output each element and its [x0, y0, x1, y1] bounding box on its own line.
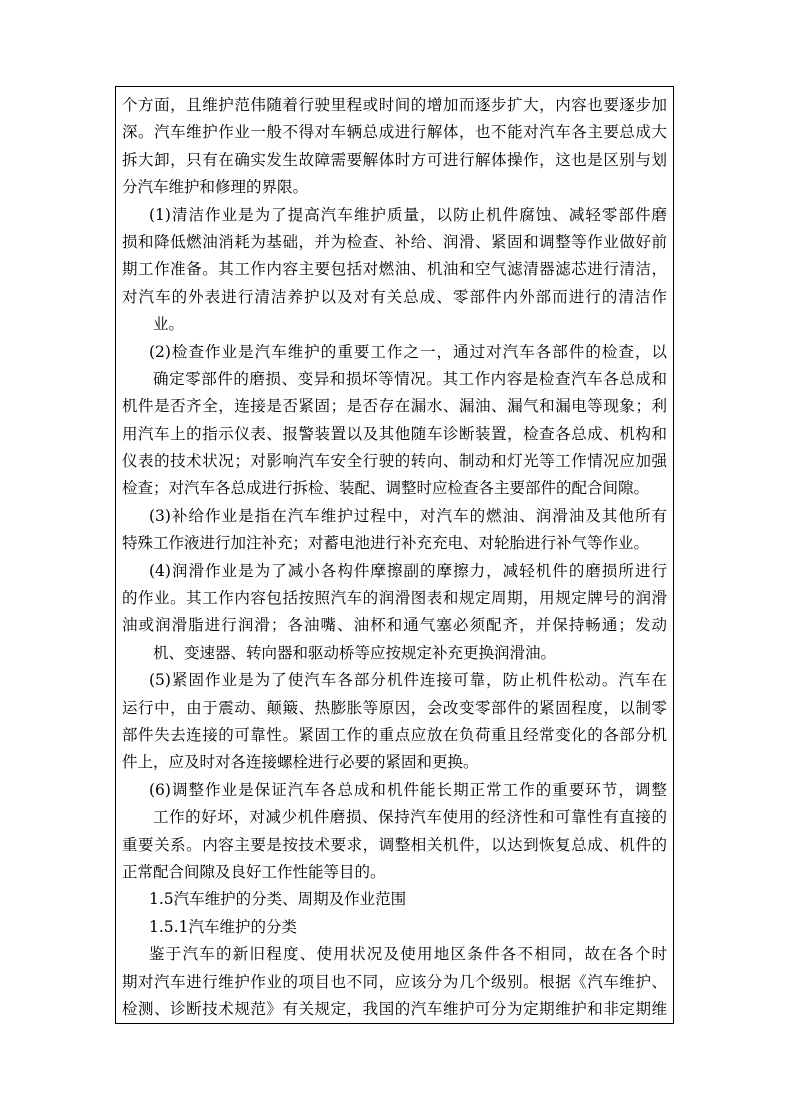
text-line: 分汽车维护和修理的界限。 — [122, 178, 309, 197]
document-body — [122, 92, 667, 1023]
text-line: 拆大卸，只有在确实发生故障需要解体时方可进行解体操作，这也是区别与划 — [122, 150, 667, 169]
text-line: 机、变速器、转向器和驱动桥等应按规定补充更换润滑油。 — [153, 643, 557, 662]
text-line: (6)调整作业是保证汽车各总成和机件能长期正常工作的重要环节，调整 — [149, 780, 667, 799]
text-line: (3)补给作业是指在汽车维护过程中，对汽车的燃油、润滑油及其他所有 — [149, 506, 667, 525]
text-line: (2)检查作业是汽车维护的重要工作之一，通过对汽车各部件的检查，以 — [149, 342, 667, 361]
text-line: 检测、诊断技术规范》有关规定，我国的汽车维护可分为定期维护和非定期维 — [122, 999, 667, 1018]
text-line: 期工作准备。其工作内容主要包括对燃油、机油和空气滤清器滤芯进行清洁， — [122, 260, 667, 279]
text-line: 正常配合间隙及良好工作性能等目的。 — [122, 862, 386, 881]
text-line: 损和降低燃油消耗为基础，并为检查、补给、润滑、紧固和调整等作业做好前 — [122, 232, 667, 251]
text-line: 检查；对汽车各总成进行拆检、装配、调整时应检查各主要部件的配合间隙。 — [122, 479, 650, 498]
text-line: 深。汽车维护作业一般不得对车辆总成进行解体，也不能对汽车各主要总成大 — [122, 123, 667, 142]
text-line: (5)紧固作业是为了使汽车各部分机件连接可靠，防止机件松动。汽车在 — [149, 671, 667, 690]
text-line: (1)清洁作业是为了提高汽车维护质量，以防止机件腐蚀、减轻零部件磨 — [149, 205, 667, 224]
text-line: 1.5汽车维护的分类、周期及作业范围 — [149, 890, 407, 909]
text-line: 用汽车上的指示仪表、报警装置以及其他随车诊断装置，检查各总成、机构和 — [122, 424, 667, 443]
text-line: (4)润滑作业是为了减小各构件摩擦副的摩擦力，减轻机件的磨损所进行 — [149, 561, 667, 580]
text-line: 油或润滑脂进行润滑；各油嘴、油杯和通气塞必须配齐，并保持畅通；发动 — [122, 616, 667, 635]
text-line: 确定零部件的磨损、变异和损坏等情况。其工作内容是检查汽车各总成和 — [153, 369, 667, 388]
text-line: 件上，应及时对各连接螺栓进行必要的紧固和更换。 — [122, 753, 479, 772]
text-line: 对汽车的外表进行清洁养护以及对有关总成、零部件内外部而进行的清洁作 — [122, 287, 667, 306]
text-line: 重要关系。内容主要是按技术要求，调整相关机件，以达到恢复总成、机件的 — [122, 835, 667, 854]
text-line: 1.5.1汽车维护的分类 — [149, 917, 297, 936]
text-line: 特殊工作液进行加注补充；对蓄电池进行补充充电、对轮胎进行补气等作业。 — [122, 534, 650, 553]
text-line: 工作的好坏，对减少机件磨损、保持汽车使用的经济性和可靠性有直接的 — [153, 808, 667, 827]
text-line: 鉴于汽车的新旧程度、使用状况及使用地区条件各不相同，故在各个时 — [149, 945, 667, 964]
text-line: 的作业。其工作内容包括按照汽车的润滑图表和规定周期，用规定牌号的润滑 — [122, 589, 667, 608]
text-line: 运行中，由于震动、颠簸、热膨胀等原因，会改变零部件的紧固程度，以制零 — [122, 698, 667, 717]
text-line: 个方面，且维护范伟随着行驶里程或时间的增加而逐步扩大，内容也要逐步加 — [122, 96, 667, 114]
text-line: 机件是否齐全，连接是否紧固；是否存在漏水、漏油、漏气和漏电等现象；利 — [122, 397, 667, 416]
text-line: 期对汽车进行维护作业的项目也不同，应该分为几个级别。根据《汽车维护、 — [122, 972, 667, 991]
text-line: 业。 — [153, 315, 185, 334]
text-line: 仪表的技术状况；对影响汽车安全行驶的转向、制动和灯光等工作情况应加强 — [122, 452, 667, 471]
text-line: 部件失去连接的可靠性。紧固工作的重点应放在负荷重且经常变化的各部分机 — [122, 725, 667, 744]
